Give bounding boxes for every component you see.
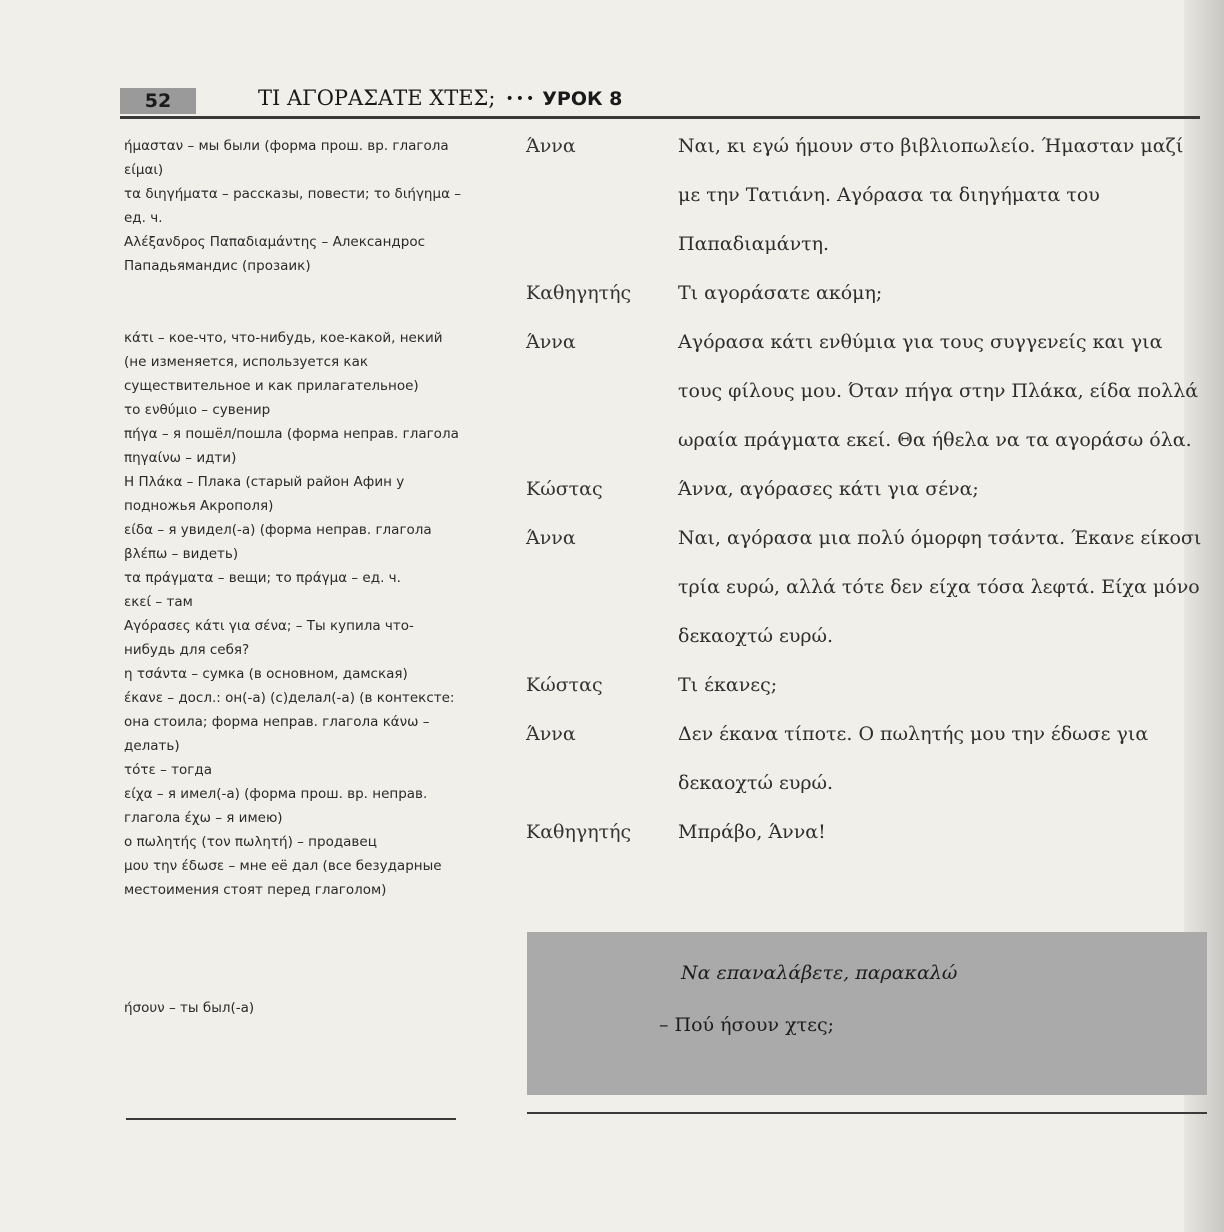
exercise-title: Να επαναλάβετε, παρακαλώ <box>681 962 958 984</box>
speaker-name: Κώστας <box>526 674 603 696</box>
running-title-text: ΤΙ ΑΓΟΡΑΣΑΤΕ ΧΤΕΣ; <box>258 86 496 110</box>
speaker-name: Άννα <box>526 331 576 353</box>
speaker-name: Καθηγητής <box>526 821 632 843</box>
lesson-label: УРОК 8 <box>542 88 623 110</box>
page-header <box>120 84 1200 120</box>
speech-text: Μπράβο, Άννα! <box>678 821 826 843</box>
speaker-name: Άννα <box>526 135 576 157</box>
glossary-entry: τα διηγήματα – рассказы, повести; το διήγημα – ед. ч. <box>124 186 462 226</box>
separator-dots: ••• <box>505 91 537 107</box>
glossary-entry: έκανε – досл.: он(-а) (с)делал(-а) (в контексте: она стоила; форма неправ. глагола κάνω – делать) <box>124 690 455 754</box>
page-number: 52 <box>120 88 196 114</box>
dialogue-line <box>526 269 1206 318</box>
glossary-entry: Αλέξανδρος Παπαδιαμάντης – Александрос Пападьямандис (прозаик) <box>124 234 425 274</box>
speech-text: Ναι, αγόρασα μια πολύ όμορφη τσάντα. Έκανε είκοσι τρία ευρώ, αλλά τότε δεν είχα τόσα λεφτά. Είχα μόνο δεκαοχτώ ευρώ. <box>678 527 1202 647</box>
speech-text: Τι αγοράσατε ακόμη; <box>678 282 883 304</box>
dialogue-line <box>526 465 1206 514</box>
dialogue-line <box>526 318 1206 465</box>
exercise-box <box>527 932 1207 1095</box>
dialogue-column <box>526 122 1206 857</box>
glossary-entry: είχα – я имел(-а) (форма прош. вр. неправ. глагола έχω – я имею) <box>124 786 428 826</box>
header-rule <box>120 116 1200 119</box>
glossary-entry: τα πράγματα – вещи; το πράγμα – ед. ч. <box>124 570 401 586</box>
glossary-entry: η τσάντα – сумка (в основном, дамская) <box>124 666 408 682</box>
glossary-entry: κάτι – кое-что, что-нибудь, кое-какой, некий (не изменяется, используется как существительное и как прилагательное) <box>124 330 443 394</box>
glossary-entry: τότε – тогда <box>124 762 212 778</box>
speaker-name: Καθηγητής <box>526 282 632 304</box>
glossary-entry: το ενθύμιο – сувенир <box>124 402 271 418</box>
footer-rule-right <box>527 1112 1207 1114</box>
glossary-entry: Η Πλάκα – Плака (старый район Афин у подножья Акрополя) <box>124 474 405 514</box>
glossary-entry: μου την έδωσε – мне её дал (все безударные местоимения стоят перед глаголом) <box>124 858 442 898</box>
speech-text: Δεν έκανα τίποτε. Ο πωλητής μου την έδωσε για δεκαοχτώ ευρώ. <box>678 723 1149 794</box>
glossary-entry: ήσουν – ты был(-а) <box>124 1000 255 1016</box>
speaker-name: Άννα <box>526 527 576 549</box>
speaker-name: Άννα <box>526 723 576 745</box>
glossary-gap <box>124 278 464 326</box>
footer-rule-left <box>126 1118 456 1120</box>
speech-text: Άννα, αγόρασες κάτι για σένα; <box>678 478 979 500</box>
speech-text: Τι έκανες; <box>678 674 778 696</box>
dialogue-line <box>526 661 1206 710</box>
glossary-entry: ήμασταν – мы были (форма прош. вр. глагола είμαι) <box>124 138 449 178</box>
dialogue-line <box>526 710 1206 808</box>
glossary-entry: πήγα – я пошёл/пошла (форма неправ. глагола πηγαίνω – идти) <box>124 426 459 466</box>
glossary-entry: εκεί – там <box>124 594 193 610</box>
glossary-entry: ο πωλητής (τον πωλητή) – продавец <box>124 834 377 850</box>
speech-text: Αγόρασα κάτι ενθύμια για τους συγγενείς και για τους φίλους μου. Όταν πήγα στην Πλάκα, είδα πολλά ωραία πράγματα εκεί. Θα ήθελα να τα αγοράσω όλα. <box>678 331 1199 451</box>
dialogue-line <box>526 808 1206 857</box>
glossary-gap <box>124 902 464 996</box>
exercise-question: – Πού ήσουν χτες; <box>659 1014 834 1036</box>
dialogue-line <box>526 514 1206 661</box>
glossary-entry: Αγόρασες κάτι για σένα; – Ты купила что-нибудь для себя? <box>124 618 414 658</box>
running-title <box>258 86 622 110</box>
speaker-name: Κώστας <box>526 478 603 500</box>
glossary-column <box>124 134 464 1020</box>
dialogue-line <box>526 122 1206 269</box>
speech-text: Ναι, κι εγώ ήμουν στο βιβλιοπωλείο. Ήμασταν μαζί με την Τατιάνη. Αγόρασα τα διηγήματα του Παπαδιαμάντη. <box>678 135 1184 255</box>
glossary-entry: είδα – я увидел(-а) (форма неправ. глагола βλέπω – видеть) <box>124 522 432 562</box>
